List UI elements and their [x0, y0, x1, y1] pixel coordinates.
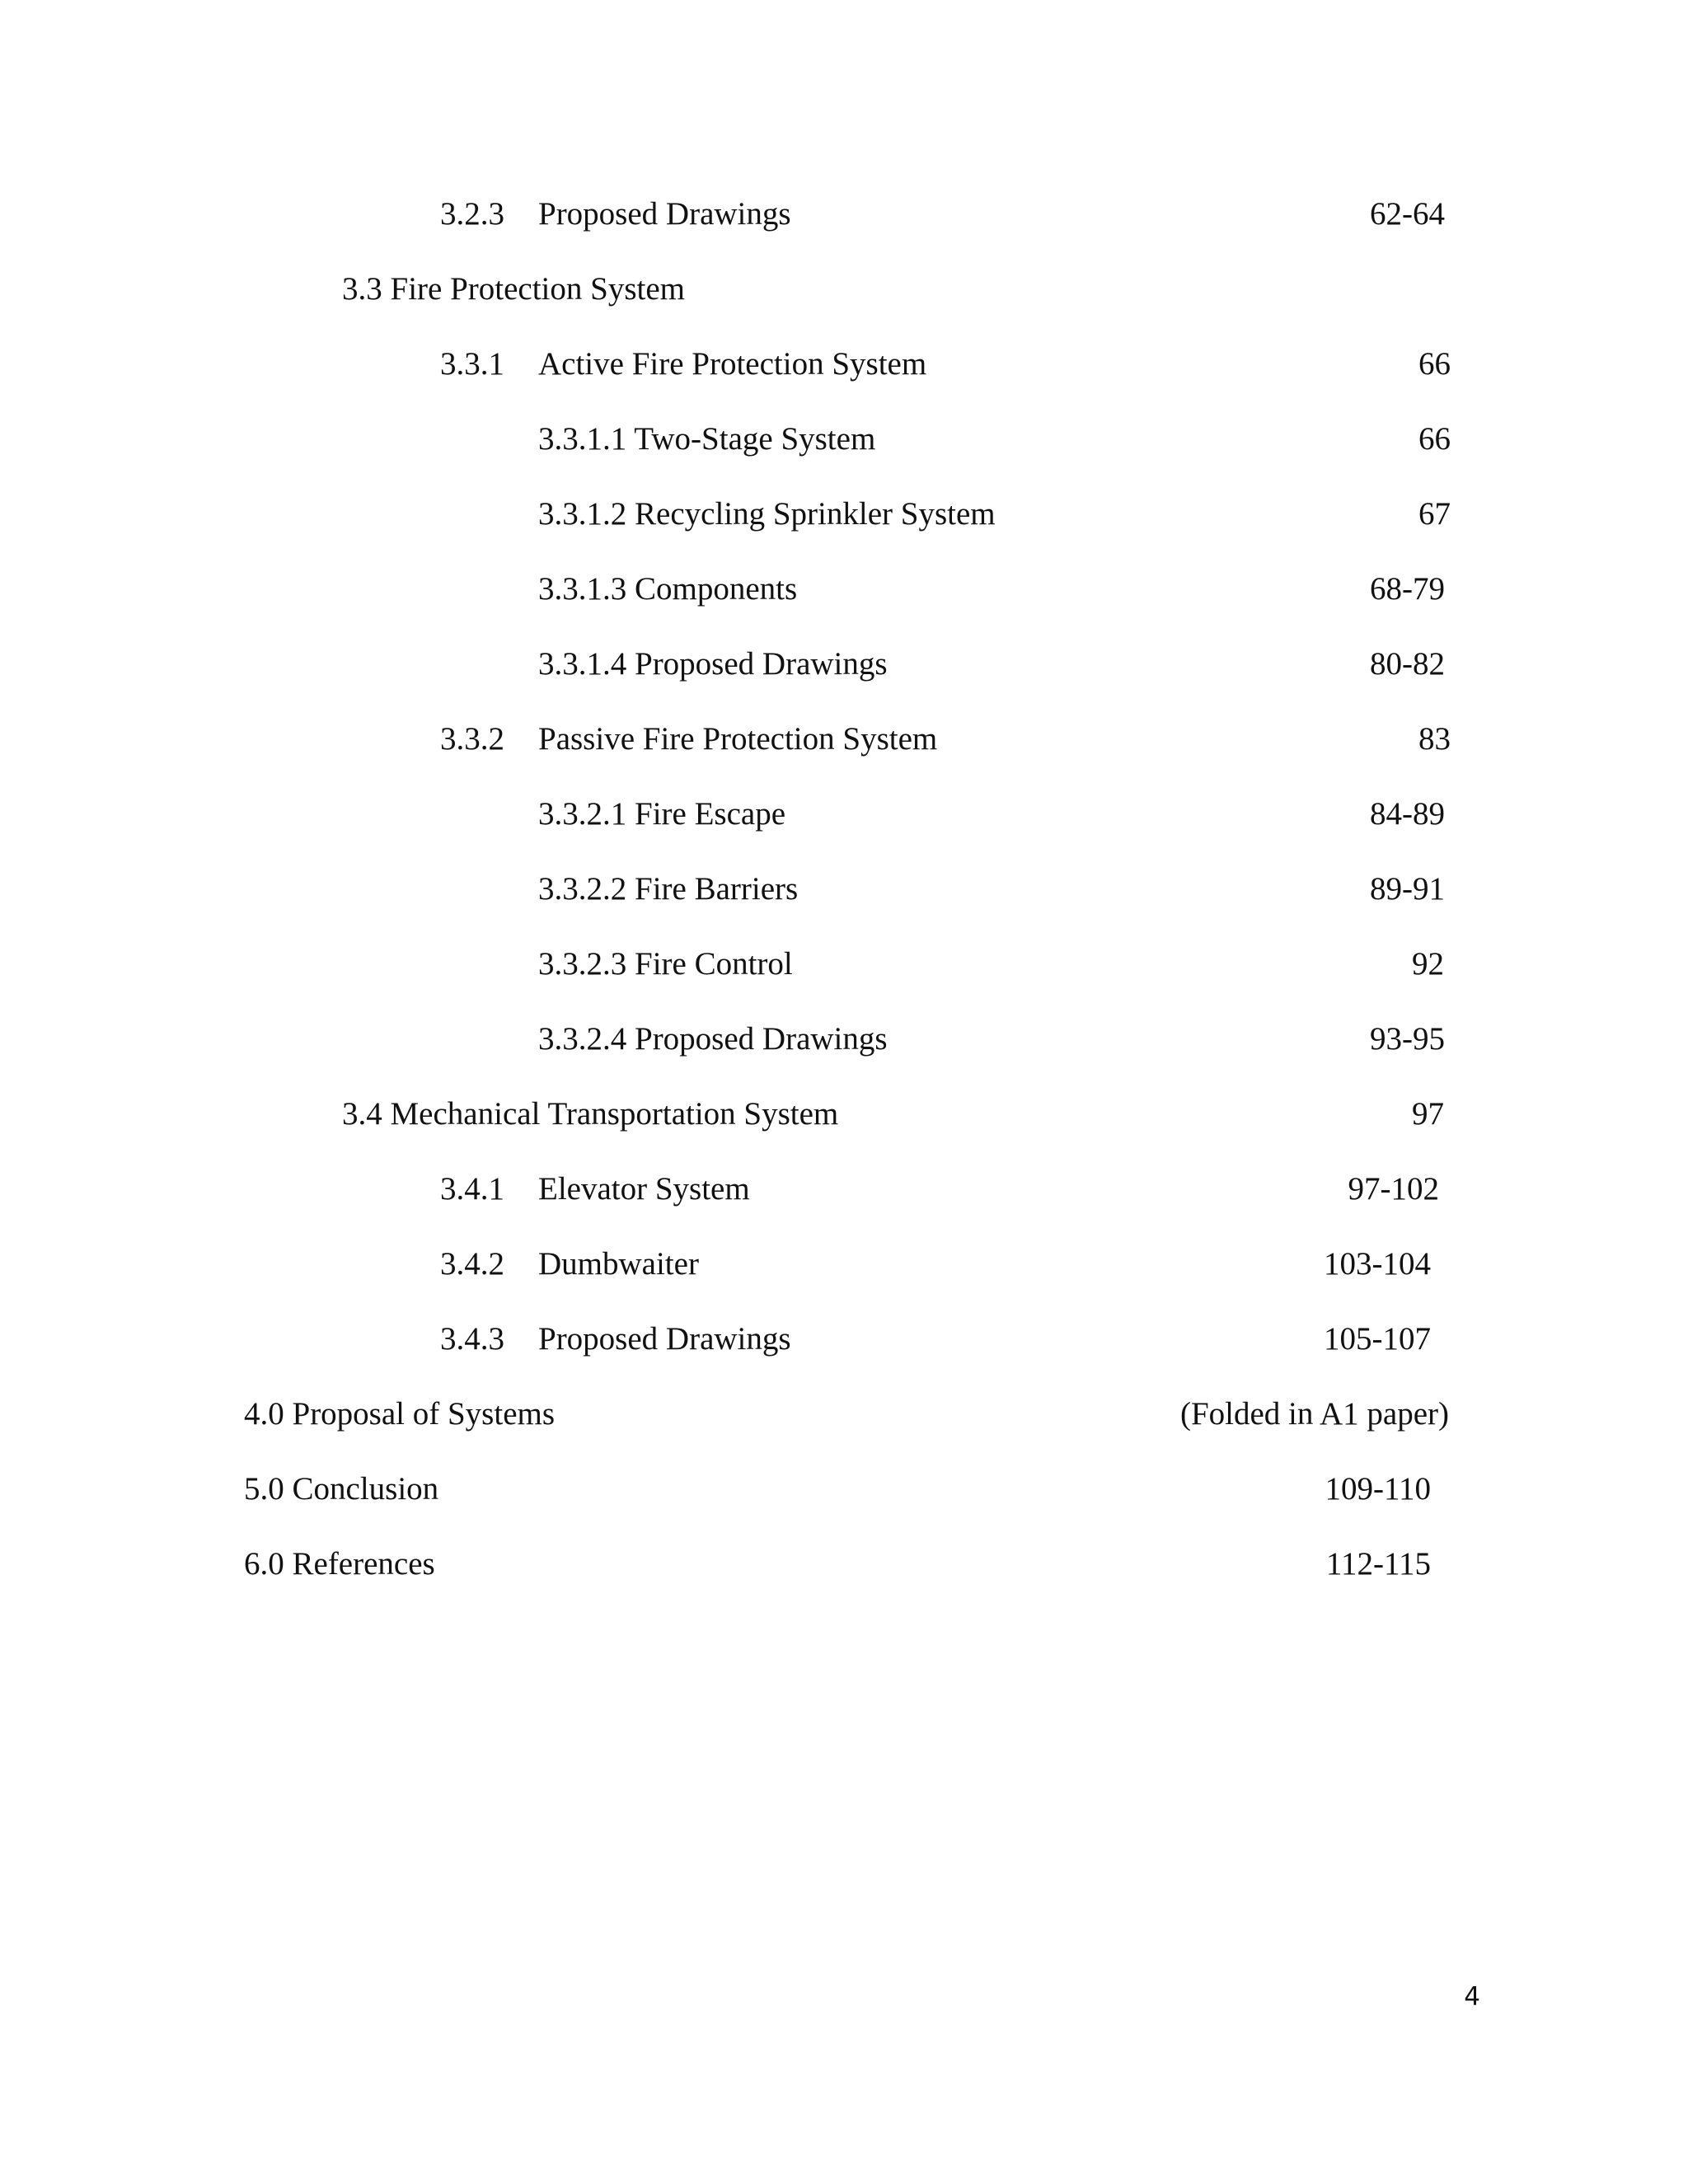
toc-entry	[0, 1015, 1688, 1064]
toc-entry-page: 103-104	[1324, 1246, 1431, 1282]
toc-entry-title: 5.0 Conclusion	[244, 1471, 439, 1507]
toc-entry	[0, 190, 1688, 239]
toc-entry-page: 112-115	[1325, 1546, 1431, 1582]
toc-entry-page: 92	[1412, 946, 1444, 982]
toc-entry-title: Passive Fire Protection System	[538, 721, 938, 757]
toc-entry-title: 3.4 Mechanical Transportation System	[342, 1096, 839, 1132]
toc-entry	[0, 1165, 1688, 1214]
toc-entry	[0, 1465, 1688, 1514]
toc-entry	[0, 1540, 1688, 1589]
toc-entry-number: 3.4.2	[440, 1246, 504, 1282]
toc-entry-title: 3.3.2.4 Proposed Drawings	[538, 1021, 888, 1057]
toc-entry-page: 66	[1418, 421, 1451, 457]
toc-entry-page: 62-64	[1370, 196, 1445, 232]
toc-entry-page: 97	[1412, 1096, 1444, 1132]
toc-entry	[0, 640, 1688, 689]
toc-entry	[0, 265, 1688, 314]
toc-entry-title: Proposed Drawings	[538, 196, 791, 232]
toc-entry-page: 93-95	[1370, 1021, 1445, 1057]
toc-entry-title: Elevator System	[538, 1171, 750, 1207]
toc-entry-title: 3.3.2.2 Fire Barriers	[538, 871, 799, 907]
toc-entry	[0, 340, 1688, 389]
toc-entry-number: 3.3.2	[440, 721, 504, 757]
toc-entry-title: 3.3.1.2 Recycling Sprinkler System	[538, 496, 996, 532]
toc-entry-title: Active Fire Protection System	[538, 346, 927, 382]
toc-entry-number: 3.2.3	[440, 196, 504, 232]
toc-entry-page: 66	[1418, 346, 1451, 382]
toc-entry-page: 80-82	[1370, 646, 1445, 682]
toc-entry	[0, 1390, 1688, 1439]
toc-entry-page: 67	[1418, 496, 1451, 532]
toc-entry	[0, 1090, 1688, 1139]
toc-entry-title: 3.3.2.3 Fire Control	[538, 946, 793, 982]
toc-entry-page: (Folded in A1 paper)	[1179, 1396, 1449, 1432]
toc-entry-number: 3.4.3	[440, 1321, 504, 1357]
toc-entry-title: Proposed Drawings	[538, 1321, 791, 1357]
toc-entry-title: 3.3.1.3 Components	[538, 571, 798, 607]
page-number: 4	[1464, 1982, 1480, 2012]
toc-entry	[0, 415, 1688, 464]
toc-entry-title: 3.3.2.1 Fire Escape	[538, 796, 786, 832]
toc-entry	[0, 1240, 1688, 1289]
toc-entry	[0, 715, 1688, 764]
toc-entry-page: 83	[1418, 721, 1451, 757]
toc-entry	[0, 865, 1688, 914]
toc-entry-title: 3.3.1.4 Proposed Drawings	[538, 646, 888, 682]
toc-entry-page: 97-102	[1348, 1171, 1439, 1207]
toc-entry-page: 109-110	[1325, 1471, 1431, 1507]
toc-entry	[0, 940, 1688, 989]
toc-entry-title: Dumbwaiter	[538, 1246, 699, 1282]
toc-entry	[0, 490, 1688, 539]
toc-entry-number: 3.3.1	[440, 346, 504, 382]
toc-entry-page: 105-107	[1324, 1321, 1431, 1357]
toc-entry-page: 84-89	[1370, 796, 1445, 832]
toc-entry	[0, 790, 1688, 839]
toc-entry-title: 6.0 References	[244, 1546, 435, 1582]
toc-entry-page: 68-79	[1370, 571, 1445, 607]
toc-entry-page: 89-91	[1370, 871, 1445, 907]
toc-entry	[0, 565, 1688, 614]
toc-entry-title: 4.0 Proposal of Systems	[244, 1396, 556, 1432]
toc-entry-title: 3.3.1.1 Two-Stage System	[538, 421, 876, 457]
toc-entry-number: 3.4.1	[440, 1171, 504, 1207]
toc-entry	[0, 1315, 1688, 1364]
toc-entry-title: 3.3 Fire Protection System	[342, 271, 685, 307]
